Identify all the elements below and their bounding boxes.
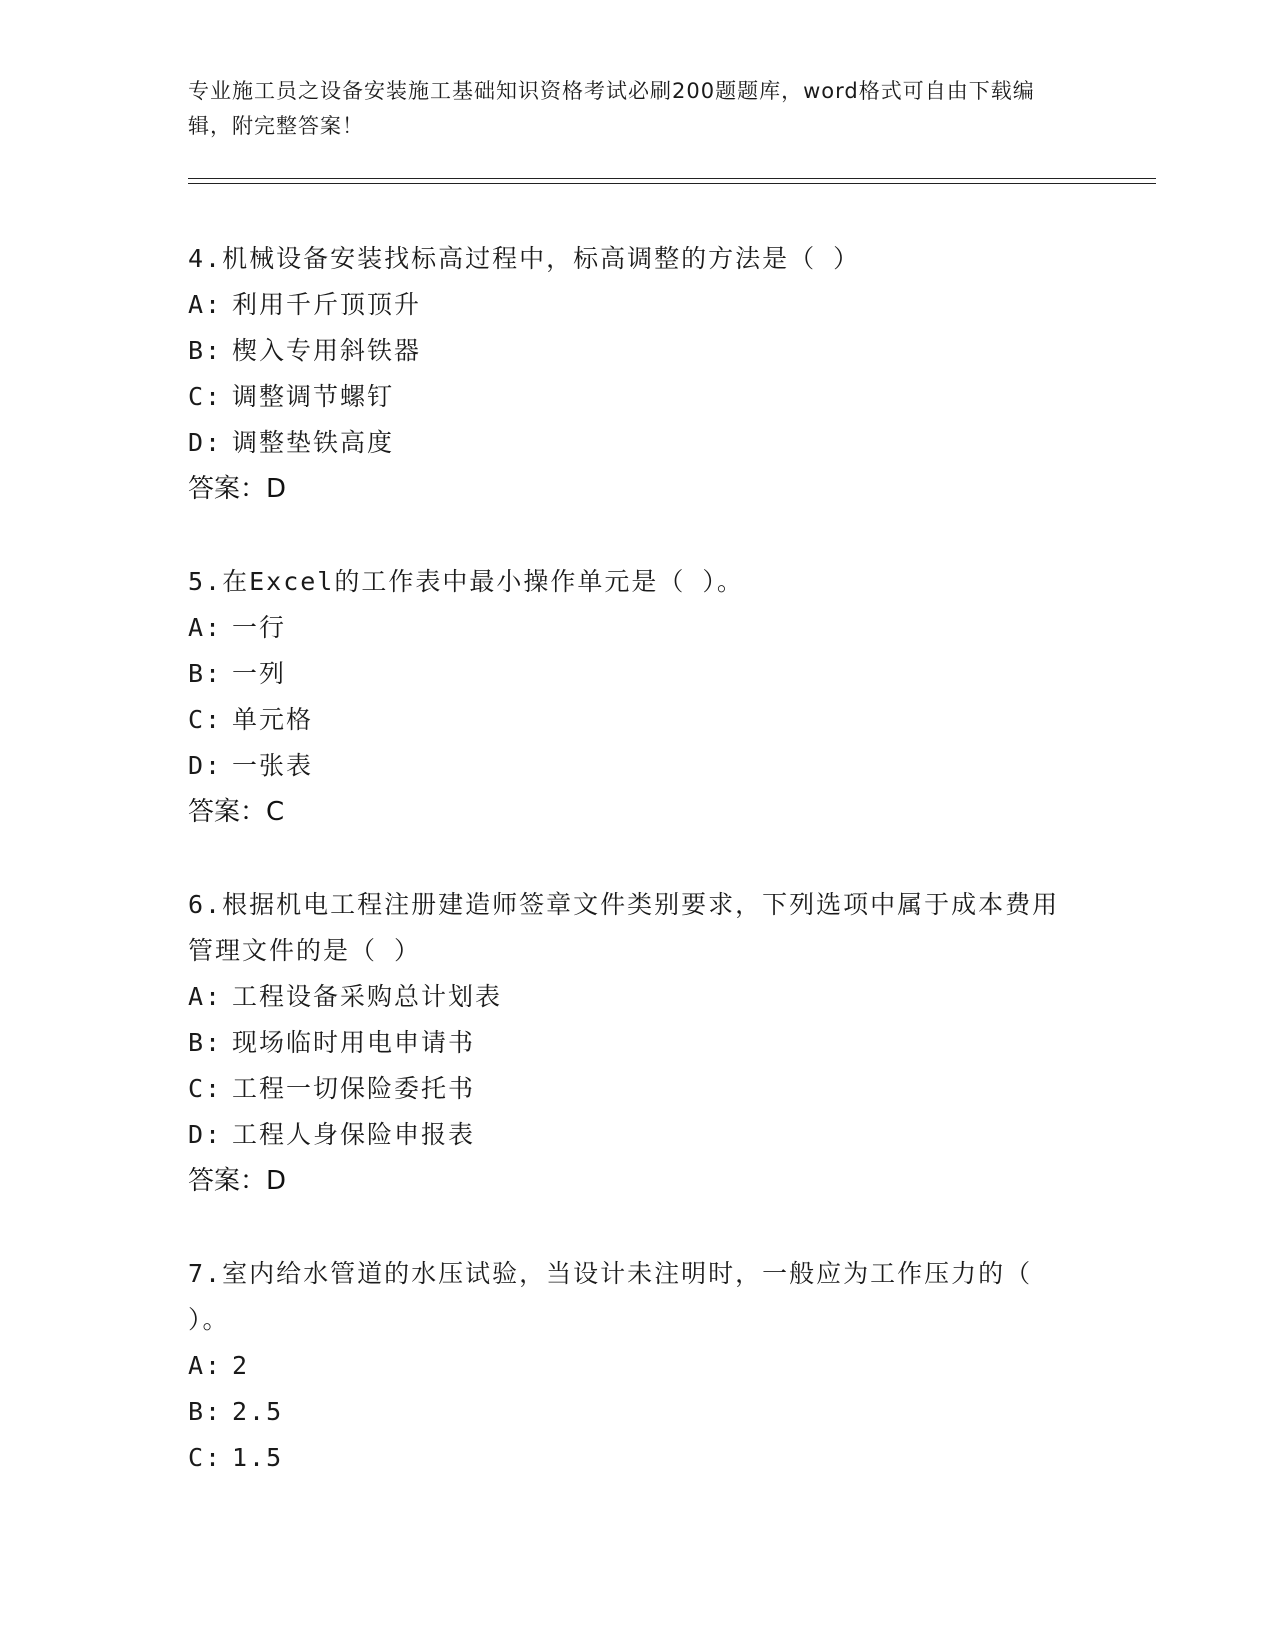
option-text: 一行 — [232, 613, 287, 642]
question-stem: 5.在Excel的工作表中最小操作单元是（ ）。 — [188, 567, 744, 596]
answer: 答案：D — [188, 1166, 287, 1196]
option-text: 楔入专用斜铁器 — [232, 336, 422, 365]
option-text: 现场临时用电申请书 — [232, 1028, 476, 1057]
option-key: D: — [188, 1120, 223, 1149]
option-a — [188, 1343, 1068, 1389]
option-b — [188, 1389, 1068, 1435]
option-text: 1.5 — [232, 1443, 284, 1472]
option-key: C: — [188, 382, 223, 411]
option-text: 单元格 — [232, 705, 314, 734]
option-text: 工程一切保险委托书 — [232, 1074, 476, 1103]
option-key: C: — [188, 1074, 223, 1103]
option-text: 工程设备采购总计划表 — [232, 982, 503, 1011]
option-key: B: — [188, 659, 223, 688]
option-text: 调整垫铁高度 — [232, 428, 395, 457]
question-5 — [188, 559, 1068, 835]
header-divider-bottom — [188, 183, 1156, 184]
option-text: 一列 — [232, 659, 287, 688]
option-key: C: — [188, 705, 223, 734]
option-d — [188, 420, 1068, 466]
option-d — [188, 743, 1068, 789]
answer: 答案：D — [188, 474, 287, 504]
option-key: A: — [188, 982, 223, 1011]
option-text: 2.5 — [232, 1397, 284, 1426]
option-key: D: — [188, 428, 223, 457]
option-key: C: — [188, 1443, 223, 1472]
question-list — [188, 236, 1068, 1528]
document-header: 专业施工员之设备安装施工基础知识资格考试必刷200题题库，word格式可自由下载编辑，附完整答案！ — [188, 79, 1035, 138]
question-stem: 6.根据机电工程注册建造师签章文件类别要求，下列选项中属于成本费用管理文件的是（ ） — [188, 890, 1060, 965]
answer: 答案：C — [188, 797, 285, 827]
option-a — [188, 282, 1068, 328]
option-a — [188, 605, 1068, 651]
option-key: B: — [188, 336, 223, 365]
option-text: 调整调节螺钉 — [232, 382, 395, 411]
option-a — [188, 974, 1068, 1020]
option-c — [188, 697, 1068, 743]
header-divider-top — [188, 178, 1156, 179]
option-key: A: — [188, 290, 223, 319]
option-key: A: — [188, 613, 223, 642]
option-key: B: — [188, 1028, 223, 1057]
option-d — [188, 1112, 1068, 1158]
option-key: B: — [188, 1397, 223, 1426]
option-text: 2 — [232, 1351, 250, 1380]
question-stem: 4.机械设备安装找标高过程中，标高调整的方法是（ ） — [188, 244, 861, 273]
option-b — [188, 328, 1068, 374]
question-4 — [188, 236, 1068, 512]
option-b — [188, 1020, 1068, 1066]
option-c — [188, 1066, 1068, 1112]
question-6 — [188, 882, 1068, 1204]
option-text: 利用千斤顶顶升 — [232, 290, 422, 319]
question-7 — [188, 1251, 1068, 1481]
option-key: A: — [188, 1351, 223, 1380]
question-stem: 7.室内给水管道的水压试验，当设计未注明时，一般应为工作压力的（ ）。 — [188, 1259, 1033, 1334]
option-key: D: — [188, 751, 223, 780]
option-c — [188, 1435, 1068, 1481]
option-text: 一张表 — [232, 751, 314, 780]
option-c — [188, 374, 1068, 420]
option-text: 工程人身保险申报表 — [232, 1120, 476, 1149]
option-b — [188, 651, 1068, 697]
